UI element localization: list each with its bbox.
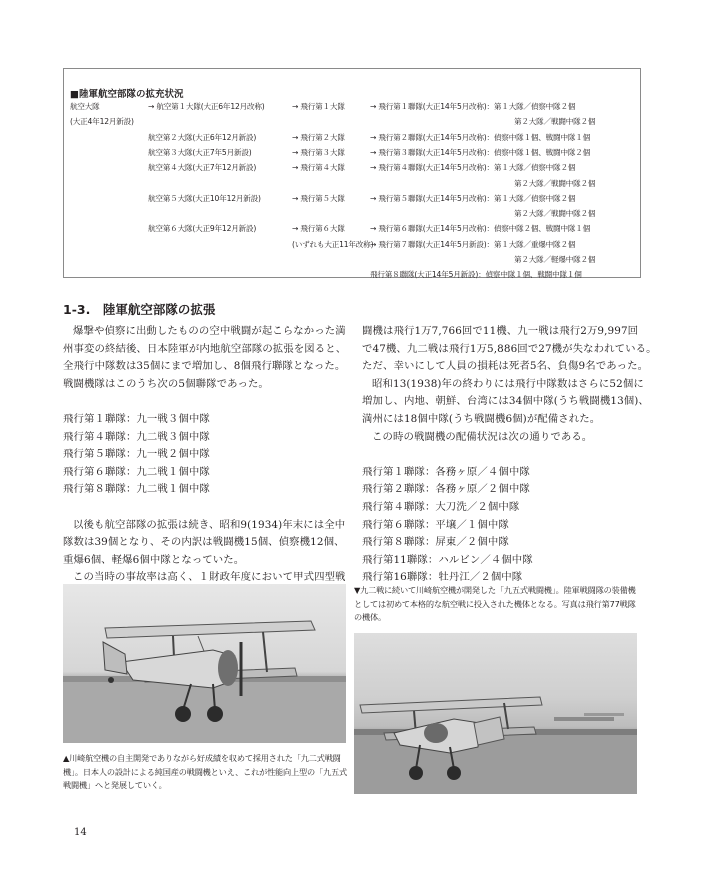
- airfield-illustration: [354, 633, 637, 794]
- box-cell: 飛行第８聯隊(大正14年5月新設)：偵察中隊１個、戦闘中隊１個: [370, 270, 582, 280]
- text-line: 飛行第５聯隊：九一戦２個中隊: [63, 448, 210, 461]
- photo-type92-fighter: [63, 584, 346, 743]
- text-line: 飛行第16聯隊：牡丹江／２個中隊: [362, 571, 523, 584]
- photo-right-caption: ▼九二戦に続いて川崎航空機が開発した「九五式戦闘機」。陸軍戦闘隊の装備機としては初めて本格的な航空戦に投入された機体となる。写真は飛行第77戦隊の機体。: [354, 585, 636, 622]
- text-line: 飛行第８聯隊：屏東／２個中隊: [362, 536, 509, 549]
- text-line: で47機、九二戦は飛行1万5,886回で27機が失なわれている。: [362, 342, 657, 355]
- box-cell: 航空第５大隊(大正10年12月新設): [148, 193, 261, 203]
- text-line: 飛行第２聯隊：各務ヶ原／２個中隊: [362, 483, 530, 496]
- box-cell: → 飛行第１大隊: [292, 102, 345, 111]
- box-cell: (大正4年12月新設): [70, 117, 134, 127]
- info-box-title: ■陸軍航空部隊の拡充状況: [70, 89, 184, 100]
- text-line: 飛行第１聯隊：各務ヶ原／４個中隊: [362, 465, 530, 478]
- box-cell: → 飛行第６聯隊(大正14年5月改称)：偵察中隊２個、戦闘中隊１個: [370, 224, 591, 234]
- text-line: 飛行第６聯隊：九二戦１個中隊: [63, 465, 210, 478]
- text-line: 以後も航空部隊の拡張は続き、昭和9(1934)年末には全中: [73, 518, 346, 531]
- box-cell: 航空第４大隊(大正7年12月新設): [148, 163, 257, 173]
- box-cell: → 飛行第５聯隊(大正14年5月改称)：第１大隊／偵察中隊２個: [370, 193, 576, 203]
- text-line: 闘機は飛行1万7,766回で11機、九一戦は飛行2万9,997回: [362, 325, 639, 337]
- box-cell: → 飛行第２聯隊(大正14年5月改称)：偵察中隊１個、戦闘中隊１個: [370, 132, 591, 142]
- box-cell: 航空第３大隊(大正7年5月新設): [148, 147, 252, 157]
- text-line: 飛行第６聯隊：平壌／１個中隊: [362, 518, 509, 531]
- photo-type95-fighter: [354, 633, 637, 794]
- box-cell: → 飛行第３大隊: [292, 147, 345, 157]
- box-cell: 航空大隊: [70, 102, 100, 111]
- text-line: 隊数は39個となり、その内訳は戦闘機15個、偵察機12個、: [63, 536, 345, 549]
- photo-left-caption: ▲川崎航空機の自主開発でありながら好成績を収めて採用された「九二式戦闘機」。日本人の設計による純国産の戦闘機といえ、これが性能向上型の「九五式戦闘機」へと発展していく。: [63, 753, 347, 790]
- text-line: 昭和13(1938)年の終わりには飛行中隊数はさらに52個に: [372, 377, 644, 390]
- box-cell: 第２大隊／軽爆中隊２個: [514, 255, 596, 264]
- box-cell: 第２大隊／戦闘中隊２個: [514, 209, 596, 219]
- box-cell: → 飛行第１聯隊(大正14年5月改称)：第１大隊／偵察中隊２個: [370, 102, 576, 111]
- page-number: 14: [74, 827, 87, 838]
- box-cell: → 飛行第２大隊: [292, 132, 345, 142]
- box-cell: → 飛行第５大隊: [292, 193, 345, 203]
- text-line: 重爆6個、軽爆6個中隊となっていた。: [63, 553, 245, 566]
- text-line: [63, 393, 349, 411]
- box-cell: 第２大隊／戦闘中隊２個: [514, 117, 596, 127]
- text-line: 飛行第４聯隊：九二戦３個中隊: [63, 430, 210, 443]
- biplane-illustration: [63, 584, 346, 743]
- text-line: ただ、幸いにして人員の損耗は死者5名、負傷9名であった。: [362, 360, 649, 373]
- box-cell: → 飛行第３聯隊(大正14年5月改称)：偵察中隊１個、戦闘中隊２個: [370, 147, 591, 157]
- text-line: [63, 499, 349, 517]
- text-line: この当時の事故率は高く、１財政年度において甲式四型戦: [73, 571, 346, 584]
- section-heading: 1-3. 陸軍航空部隊の拡張: [63, 302, 216, 317]
- text-line: 全飛行中隊数は35個にまで増加し、8個飛行聯隊となった。: [63, 360, 346, 373]
- text-line: 満州には18個中隊(うち戦闘機6個)が配備された。: [362, 412, 601, 425]
- text-line: 飛行第１聯隊：九一戦３個中隊: [63, 412, 210, 425]
- text-line: 州事変の終結後、日本陸軍が内地航空部隊の拡張を図ると、: [63, 342, 347, 355]
- box-cell: (いずれも大正11年改称): [292, 239, 374, 249]
- box-cell: → 飛行第７聯隊(大正14年5月新設)：第１大隊／重爆中隊２個: [370, 239, 576, 249]
- text-line: 飛行第11聯隊：ハルビン／４個中隊: [362, 553, 533, 566]
- box-cell: 航空第６大隊(大正9年12月新設): [148, 224, 257, 234]
- text-line: 増加し、内地、朝鮮、台湾には34個中隊(うち戦闘機13個)、: [362, 395, 649, 408]
- text-line: 飛行第８聯隊：九二戦１個中隊: [63, 483, 210, 496]
- box-cell: → 飛行第４大隊: [292, 163, 345, 173]
- box-cell: → 航空第１大隊(大正6年12月改称): [148, 102, 265, 111]
- left-text-column: [63, 323, 349, 587]
- text-line: 爆撃や偵察に出動したものの空中戦闘が起こらなかった満: [73, 325, 346, 337]
- box-cell: 航空第２大隊(大正6年12月新設): [148, 132, 257, 142]
- right-text-column: [362, 323, 657, 587]
- text-line: この時の戦闘機の配備状況は次の通りである。: [372, 430, 593, 443]
- box-cell: → 飛行第４聯隊(大正14年5月改称)：第１大隊／偵察中隊２個: [370, 163, 576, 173]
- text-line: 飛行第４聯隊：大刀洗／２個中隊: [362, 500, 520, 513]
- text-line: [362, 446, 644, 464]
- box-cell: 第２大隊／戦闘中隊２個: [514, 178, 596, 188]
- box-cell: → 飛行第６大隊: [292, 224, 345, 234]
- text-line: 戦闘機隊はこのうち次の5個聯隊であった。: [63, 377, 269, 390]
